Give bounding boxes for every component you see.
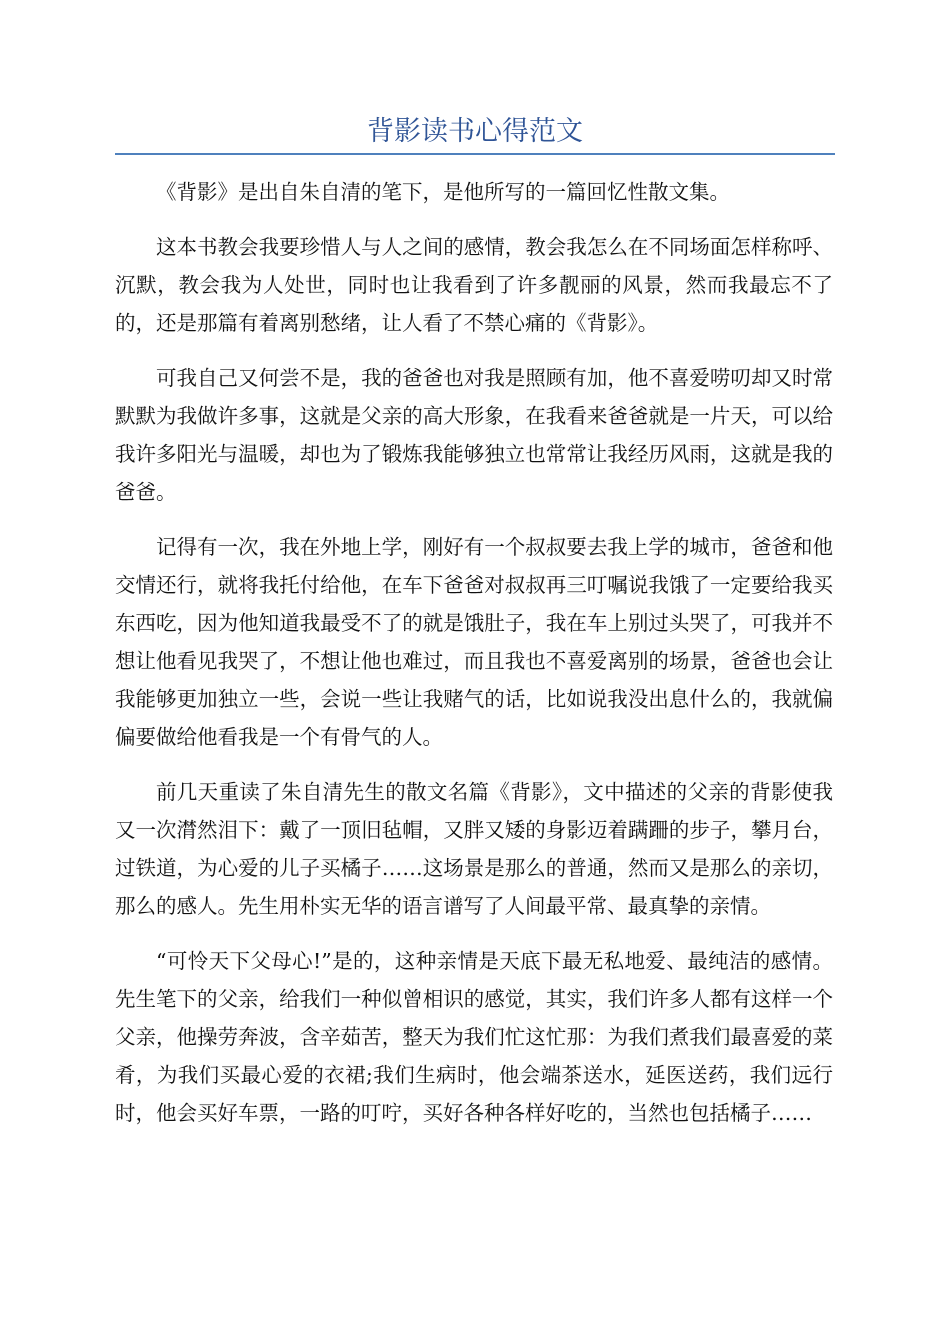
- title-underline: [115, 153, 835, 155]
- paragraph-1: 《背影》是出自朱自清的笔下，是他所写的一篇回忆性散文集。: [156, 180, 730, 204]
- paragraph-5: 前几天重读了朱自清先生的散文名篇《背影》，文中描述的父亲的背影使我又一次潸然泪下：戴了一顶旧毡帽，又胖又矮的身影迈着蹒跚的步子，攀月台，过铁道，为心爱的儿子买橘子……这场景是那么的普通，然而又是那么的亲切，那么的感人。先生用朴实无华的语言谱写了人间最平常、最真挚的亲情。: [115, 780, 833, 918]
- document-title: 背影读书心得范文: [367, 116, 583, 147]
- paragraph-4: 记得有一次，我在外地上学，刚好有一个叔叔要去我上学的城市，爸爸和他交情还行，就将我托付给他，在车下爸爸对叔叔再三叮嘱说我饿了一定要给我买东西吃，因为他知道我最受不了的就是饿肚子，我在车上别过头哭了，可我并不想让他看见我哭了，不想让他也难过，而且我也不喜爱离别的场景，爸爸也会让我能够更加独立一些，会说一些让我赌气的话，比如说我没出息什么的，我就偏偏要做给他看我是一个有骨气的人。: [115, 535, 833, 749]
- paragraph-6: “可怜天下父母心!”是的，这种亲情是天底下最无私地爱、最纯洁的感情。先生笔下的父亲，给我们一种似曾相识的感觉，其实，我们许多人都有这样一个父亲，他操劳奔波，含辛茹苦，整天为我们忙这忙那：为我们煮我们最喜爱的菜肴，为我们买最心爱的衣裙;我们生病时，他会端茶送水，延医送药，我们远行时，他会买好车票，一路的叮咛，买好各种各样好吃的，当然也包括橘子……: [115, 949, 833, 1125]
- paragraph-3: 可我自己又何尝不是，我的爸爸也对我是照顾有加，他不喜爱唠叨却又时常默默为我做许多事，这就是父亲的高大形象，在我看来爸爸就是一片天，可以给我许多阳光与温暖，却也为了锻炼我能够独立也常常让我经历风雨，这就是我的爸爸。: [115, 366, 833, 504]
- document-body: [115, 173, 833, 1149]
- paragraph-2: 这本书教会我要珍惜人与人之间的感情，教会我怎么在不同场面怎样称呼、沉默，教会我为人处世，同时也让我看到了许多靓丽的风景，然而我最忘不了的，还是那篇有着离别愁绪，让人看了不禁心痛的《背影》。: [115, 235, 833, 335]
